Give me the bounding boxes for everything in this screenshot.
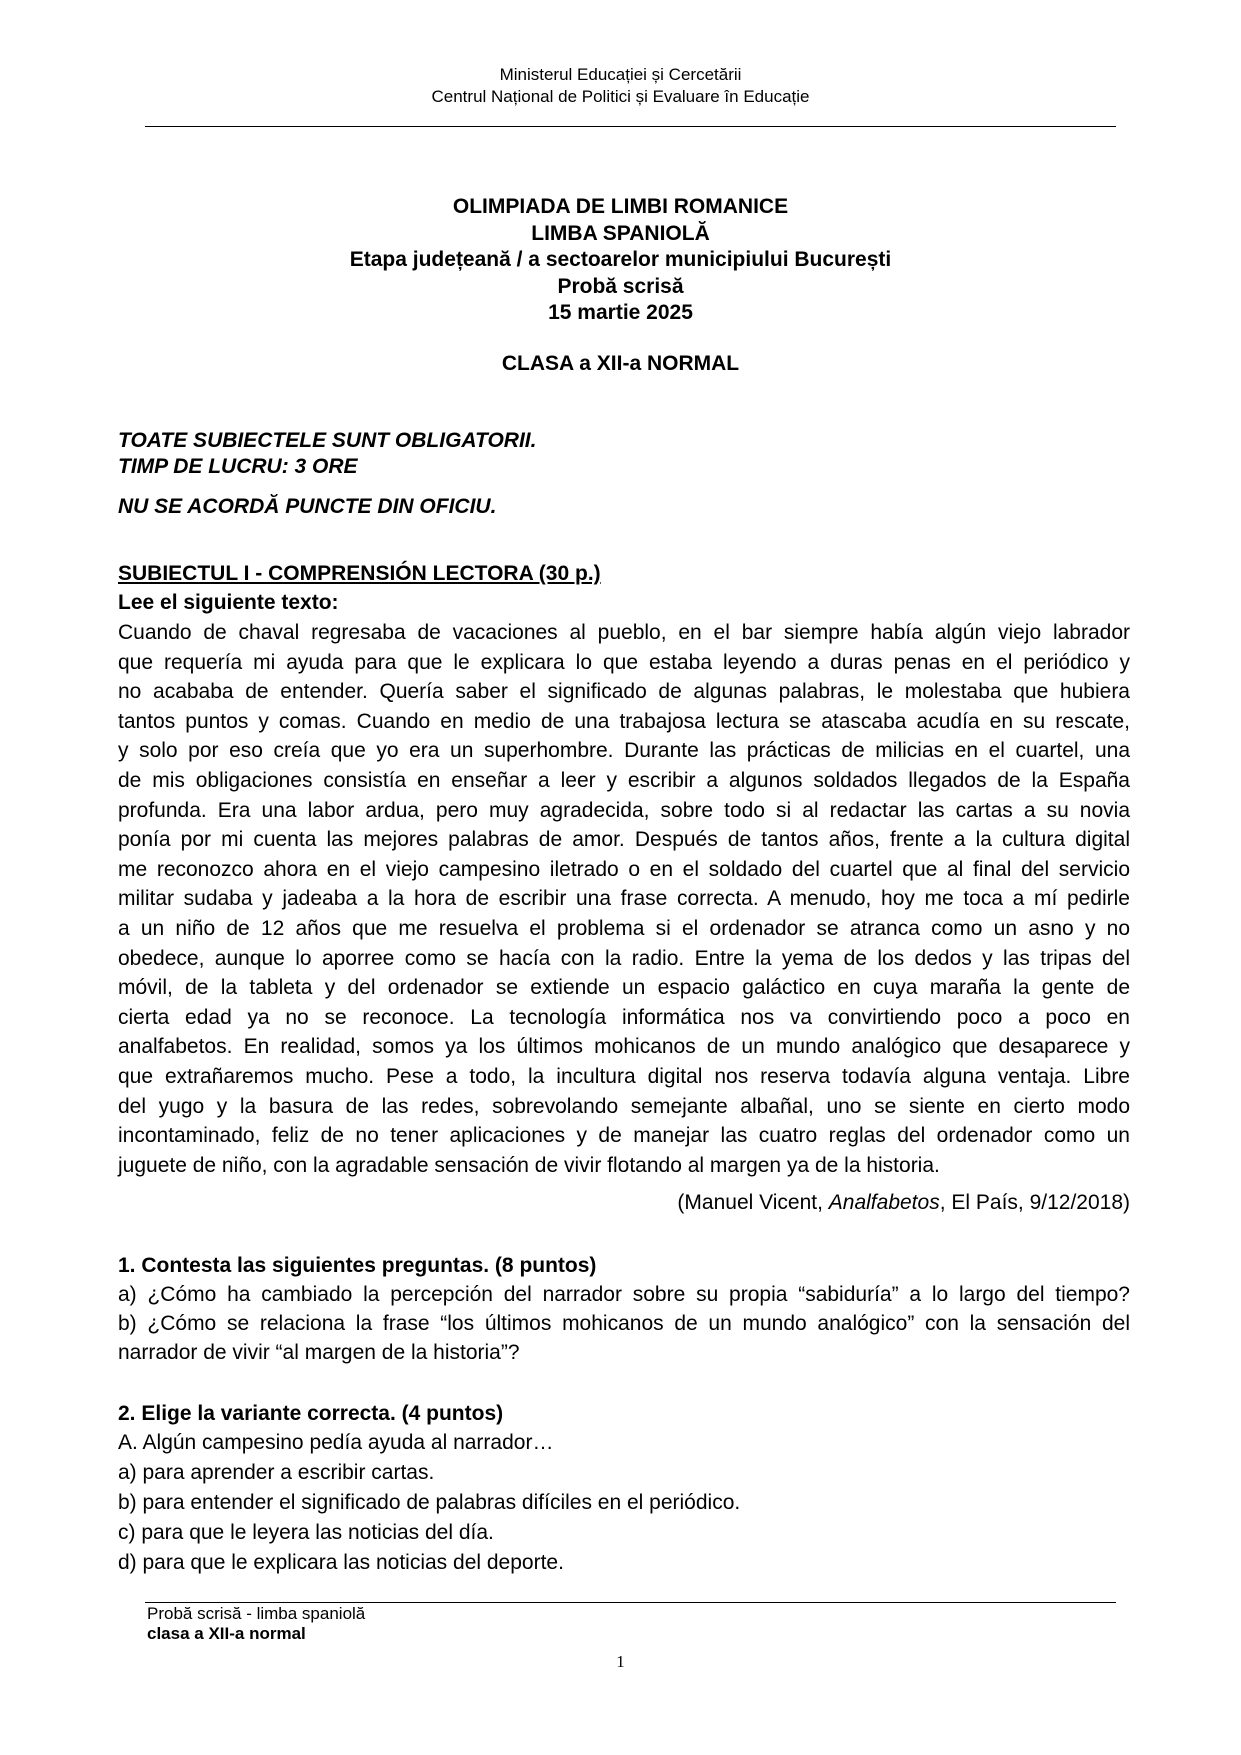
class-label: CLASA a XII-a NORMAL xyxy=(501,352,740,375)
passage-line: de mis obligaciones consistía en enseñar a leer y escribir a algunos soldados llegados de la España xyxy=(118,768,1130,792)
passage-line: Cuando de chaval regresaba de vacaciones al pueblo, en el bar siempre había algún viejo labrador xyxy=(118,621,1130,644)
header-divider xyxy=(145,126,1116,127)
passage-line: móvil, de la tableta y del ordenador se extiende un espacio galáctico en cuya maraña la gente de xyxy=(118,976,1130,1000)
passage-line: que extrañaremos mucho. Pese a todo, la incultura digital nos reserva todavía alguna ventaja. Libre xyxy=(118,1064,1130,1088)
question1-heading: 1. Contesta las siguientes preguntas. (8 puntos) xyxy=(118,1254,597,1277)
question2-heading: 2. Elige la variante correcta. (4 puntos) xyxy=(118,1402,504,1425)
reading-prompt: Lee el siguiente texto: xyxy=(118,591,339,614)
question1-b: b) ¿Cómo se relaciona la frase “los últimos mohicanos de un mundo analógico” con la sensación del xyxy=(118,1312,1130,1335)
passage-line: obedece, aunque lo aporree como se hacía con la radio. Entre la yema de los dedos y las tripas del xyxy=(118,946,1130,970)
exam-title xyxy=(0,194,1241,327)
title-line: OLIMPIADA DE LIMBI ROMANICE xyxy=(452,195,789,218)
reading-passage xyxy=(118,618,1130,1180)
footer-divider xyxy=(145,1602,1116,1603)
passage-line: y solo por eso creía que yo era un superhombre. Durante las prácticas de milicias en el cuartel, una xyxy=(118,739,1130,763)
question1-b-cont: narrador de vivir “al margen de la historia”? xyxy=(118,1341,520,1364)
citation-work: Analfabetos xyxy=(828,1191,940,1214)
title-line: 15 martie 2025 xyxy=(548,301,693,324)
citation xyxy=(118,1190,1130,1216)
citation-author: (Manuel Vicent, xyxy=(677,1191,829,1214)
question2-option-b: b) para entender el significado de palabras difíciles en el periódico. xyxy=(118,1491,741,1514)
header-center: Centrul Național de Politici și Evaluare în Educație xyxy=(431,87,810,106)
passage-line: cierta edad ya no se reconoce. La tecnología informática nos va convirtiendo poco a poco en xyxy=(118,1005,1130,1029)
instruction-mandatory: TOATE SUBIECTELE SUNT OBLIGATORII. xyxy=(118,429,537,452)
passage-line: tantos puntos y comas. Cuando en medio de una trabajosa lectura se atascaba acudía en su rescate, xyxy=(118,709,1130,733)
title-line: Probă scrisă xyxy=(557,274,684,298)
footer-class: clasa a XII-a normal xyxy=(147,1624,306,1643)
passage-line: me reconozco ahora en el viejo campesino iletrado o en el soldado del cuartel que al final del servicio xyxy=(118,857,1130,881)
passage-line: profunda. Era una labor ardua, pero muy agradecida, sobre todo si al redactar las cartas a su novia xyxy=(118,798,1130,822)
passage-line: que requería mi ayuda para que le explicara lo que estaba leyendo a duras penas en el periódico y xyxy=(118,650,1130,674)
question2-stem: A. Algún campesino pedía ayuda al narrador… xyxy=(118,1431,554,1454)
passage-line: analfabetos. En realidad, somos ya los últimos mohicanos de un mundo analógico que desaparece y xyxy=(118,1035,1130,1059)
question2-option-c: c) para que le leyera las noticias del día. xyxy=(118,1521,494,1544)
passage-line: no acababa de entender. Quería saber el significado de algunas palabras, le molestaba que hubiera xyxy=(118,680,1130,704)
section-title: SUBIECTUL I - COMPRENSIÓN LECTORA (30 p.) xyxy=(118,562,601,585)
passage-line: incontaminado, feliz de no tener aplicaciones y de manejar las cuatro reglas del ordenador como un xyxy=(118,1124,1130,1148)
passage-line: a un niño de 12 años que me resuelva el problema si el ordenador se atranca como un asno y no xyxy=(118,916,1130,940)
header-ministry: Ministerul Educației și Cercetării xyxy=(499,65,742,84)
instruction-time: TIMP DE LUCRU: 3 ORE xyxy=(118,455,358,478)
passage-line: ponía por mi cuenta las mejores palabras de amor. Después de tantos años, frente a la cultura digital xyxy=(118,828,1130,852)
passage-line: juguete de niño, con la agradable sensación de vivir flotando al margen ya de la historia. xyxy=(118,1153,940,1177)
footer-exam: Probă scrisă - limba spaniolă xyxy=(147,1604,366,1623)
question1-a: a) ¿Cómo ha cambiado la percepción del narrador sobre su propia “sabiduría” a lo largo del tiempo? xyxy=(118,1283,1130,1306)
question2-option-d: d) para que le explicara las noticias del deporte. xyxy=(118,1551,564,1574)
page-number: 1 xyxy=(616,1652,625,1671)
passage-line: del yugo y la basura de las redes, sobrevolando semejante albañal, uno se siente en cierto modo xyxy=(118,1094,1130,1118)
passage-line: militar sudaba y jadeaba a la hora de escribir una frase correcta. A menudo, hoy me toca a mí pedirle xyxy=(118,887,1130,911)
title-line: LIMBA SPANIOLĂ xyxy=(531,221,710,245)
citation-source: , El País, 9/12/2018) xyxy=(939,1191,1130,1214)
instruction-no-points: NU SE ACORDĂ PUNCTE DIN OFICIU. xyxy=(118,495,497,518)
question2-option-a: a) para aprender a escribir cartas. xyxy=(118,1461,435,1484)
title-line: Etapa județeană / a sectoarelor municipiului București xyxy=(349,248,892,271)
